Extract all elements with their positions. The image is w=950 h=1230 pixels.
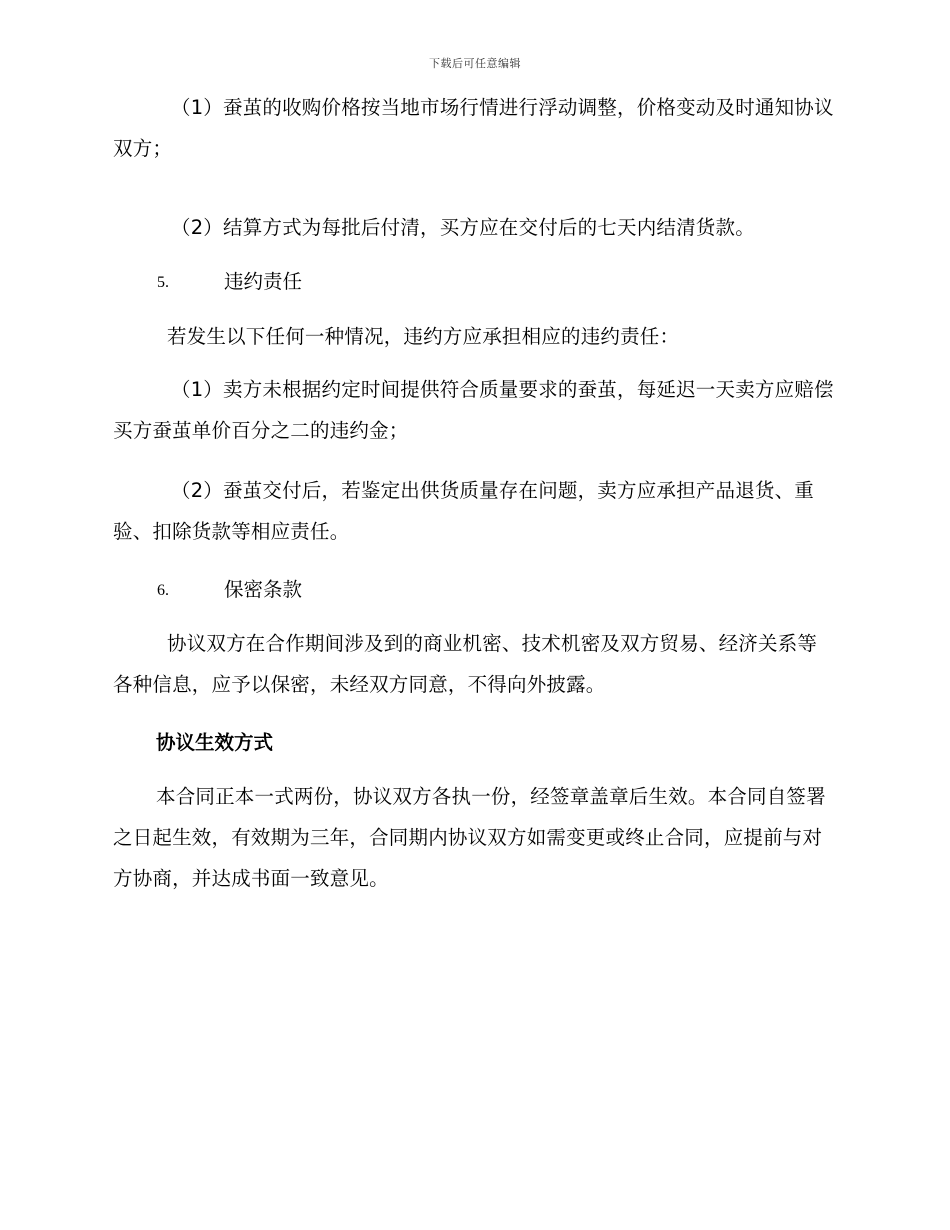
section-5-number: 5. (157, 274, 169, 291)
effect-body (113, 776, 835, 899)
section-6-number: 6. (157, 582, 169, 599)
pricing-item-2 (113, 207, 835, 248)
section-5-item-1-text: （1）卖方未根据约定时间提供符合质量要求的蚕茧，每延迟一天卖方应赔偿买方蚕茧单价百分之二的违约金； (113, 378, 834, 442)
section-5-item-2-text: （2）蚕茧交付后，若鉴定出供货质量存在问题，卖方应承担产品退货、重验、扣除货款等相应责任。 (113, 479, 815, 543)
section-5-item-2 (113, 470, 835, 552)
section-5-intro (113, 316, 835, 357)
section-5-title: 违约责任 (224, 270, 303, 293)
section-6-body (113, 623, 835, 705)
effect-heading: 协议生效方式 (156, 731, 274, 754)
section-5-intro-text: 若发生以下任何一种情况，违约方应承担相应的违约责任： (167, 325, 680, 348)
pricing-item-1-text: （1）蚕茧的收购价格按当地市场行情进行浮动调整，价格变动及时通知协议双方； (113, 96, 834, 160)
section-6-body-text: 协议双方在合作期间涉及到的商业机密、技术机密及双方贸易、经济关系等各种信息，应予以保密，未经双方同意，不得向外披露。 (113, 632, 818, 696)
section-5-item-1 (113, 369, 835, 451)
pricing-item-2-text: （2）结算方式为每批后付清，买方应在交付后的七天内结清货款。 (171, 216, 755, 239)
pricing-item-1 (113, 87, 835, 169)
effect-body-text: 本合同正本一式两份，协议双方各执一份，经签章盖章后生效。本合同自签署之日起生效，有效期为三年，合同期内协议双方如需变更或终止合同，应提前与对方协商，并达成书面一致意见。 (113, 785, 826, 890)
page-header: 下载后可任意编辑 (429, 57, 521, 70)
section-6-title: 保密条款 (224, 578, 303, 601)
